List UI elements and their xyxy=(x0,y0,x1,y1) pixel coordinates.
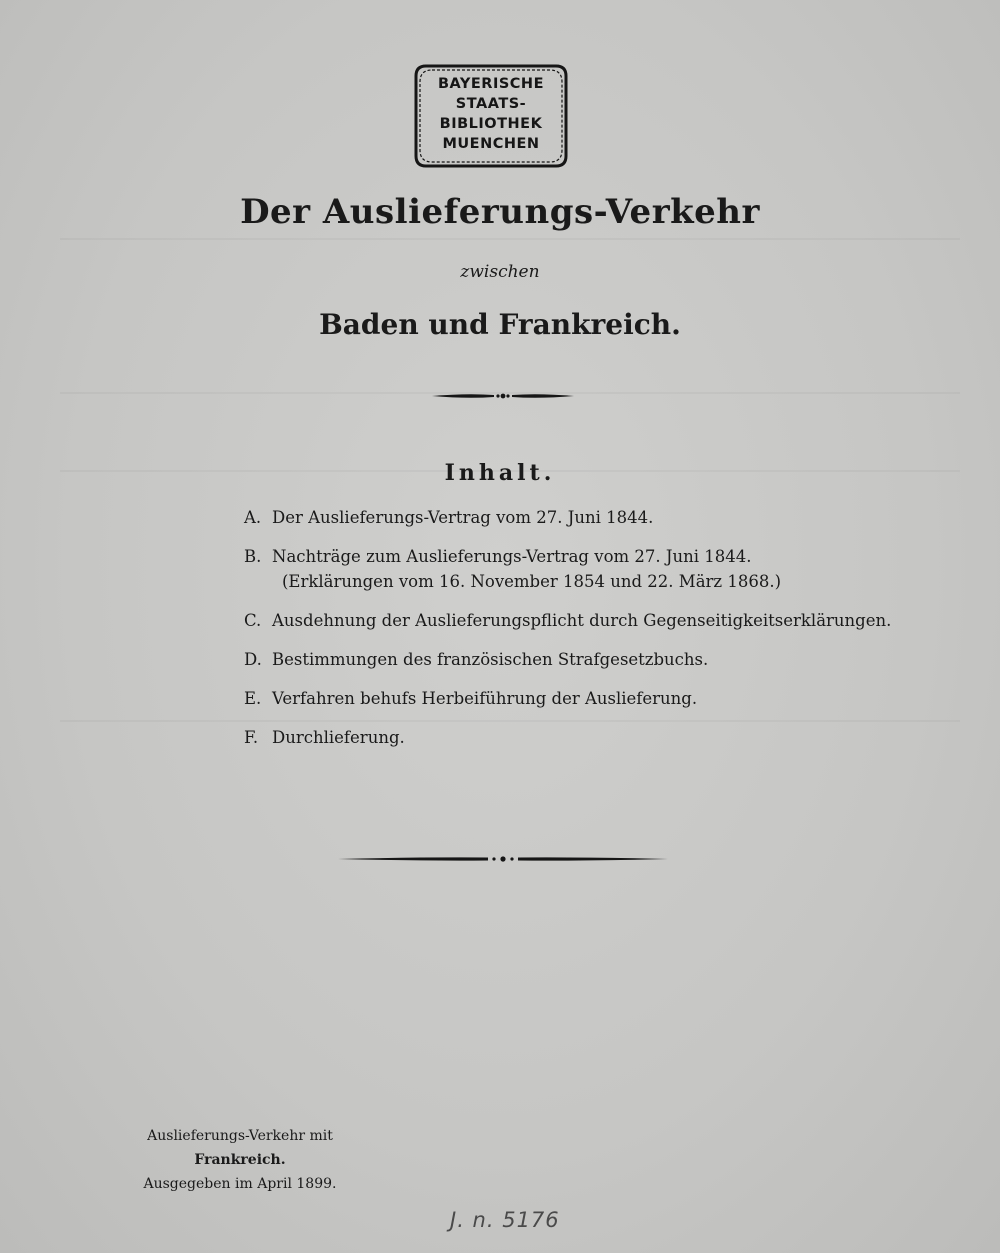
toc-letter: E. xyxy=(244,689,262,708)
footer-line-2: Ausgegeben im April 1899. xyxy=(143,1176,337,1192)
toc-text: Bestimmungen des französischen Strafgesetzbuchs. xyxy=(272,650,709,669)
bleed-through-line xyxy=(60,238,960,240)
toc-item xyxy=(244,608,892,633)
toc-item xyxy=(244,686,844,711)
library-stamp xyxy=(412,62,570,170)
toc-item xyxy=(244,725,844,750)
toc-letter: A. xyxy=(244,508,262,527)
shelfmark-handwritten: J. n. 5176 xyxy=(450,1208,560,1232)
ornamental-divider xyxy=(432,391,574,401)
contents-heading: Inhalt. xyxy=(444,460,556,486)
stamp-line-4: MUENCHEN xyxy=(442,136,540,152)
toc-item xyxy=(244,647,844,672)
conjunction-text: zwischen xyxy=(460,262,540,282)
table-of-contents xyxy=(244,505,892,764)
toc-subtext: (Erklärungen vom 16. November 1854 und 22. März 1868.) xyxy=(282,572,782,591)
toc-text: Verfahren behufs Herbeiführung der Auslieferung. xyxy=(272,689,698,708)
toc-letter: B. xyxy=(244,547,262,566)
toc-letter: F. xyxy=(244,728,259,747)
toc-text: Durchlieferung. xyxy=(272,728,405,747)
document-subtitle: Baden und Frankreich. xyxy=(319,308,681,341)
toc-item xyxy=(244,544,844,594)
toc-text: Ausdehnung der Auslieferungspflicht durch Gegenseitigkeitserklärungen. xyxy=(272,611,892,630)
document-title: Der Auslieferungs-Verkehr xyxy=(240,192,760,232)
toc-text: Der Auslieferungs-Vertrag vom 27. Juni 1844. xyxy=(272,508,654,527)
toc-letter: D. xyxy=(244,650,262,669)
footer-line-1: Auslieferungs-Verkehr mit xyxy=(147,1128,333,1144)
publication-note xyxy=(110,1124,370,1196)
stamp-line-1: BAYERISCHE xyxy=(438,76,544,92)
footer-line-1-bold: Frankreich. xyxy=(194,1152,286,1168)
toc-letter: C. xyxy=(244,611,262,630)
toc-text: Nachträge zum Auslieferungs-Vertrag vom 27. Juni 1844. xyxy=(272,547,752,566)
ornamental-divider xyxy=(338,854,668,864)
toc-item xyxy=(244,505,844,530)
stamp-line-2: STAATS- xyxy=(455,96,527,112)
stamp-line-3: BIBLIOTHEK xyxy=(439,116,543,132)
